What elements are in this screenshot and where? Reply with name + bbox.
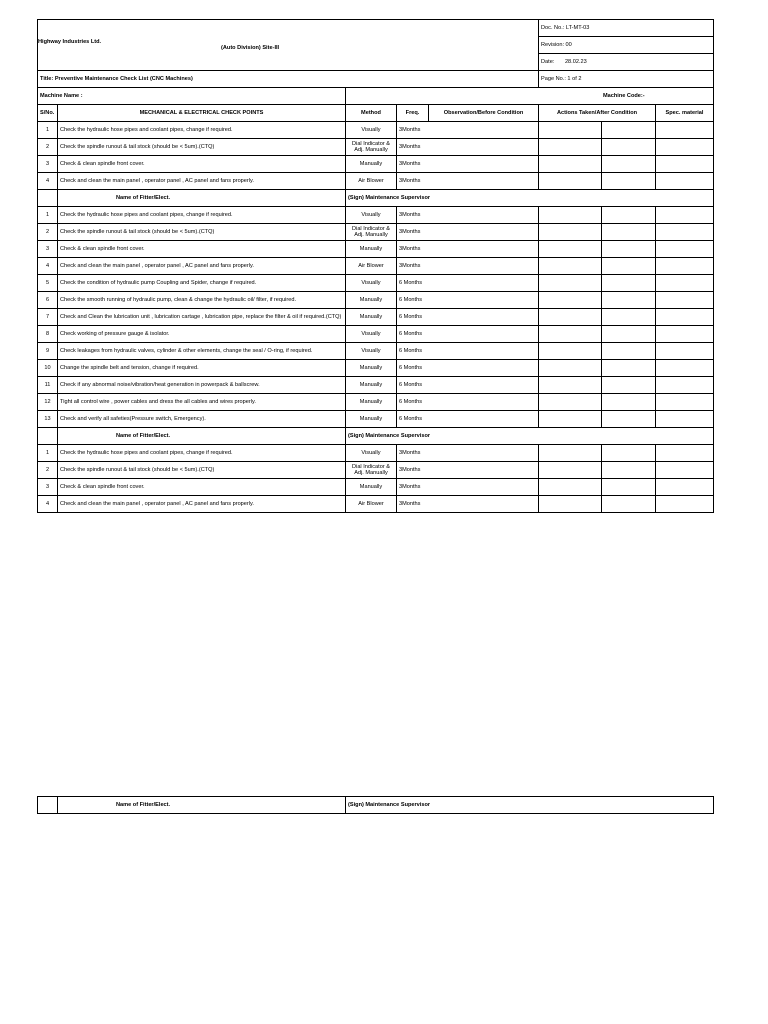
actions-cell[interactable] <box>602 139 656 156</box>
item-number: 1 <box>38 445 58 462</box>
division-name: (Auto Division) Site-III <box>221 45 280 51</box>
checklist-row <box>38 173 714 190</box>
actions-cell[interactable] <box>602 377 656 394</box>
col-freq: Freq. <box>397 105 429 122</box>
spec-material-cell[interactable] <box>656 360 714 377</box>
item-frequency: 6 Months <box>397 394 429 411</box>
item-method: Dial Indicator & Adj. Manually <box>346 462 397 479</box>
item-number: 9 <box>38 343 58 360</box>
item-number: 6 <box>38 292 58 309</box>
spec-material-cell[interactable] <box>656 224 714 241</box>
item-number: 1 <box>38 122 58 139</box>
checklist-row <box>38 462 714 479</box>
checklist-row <box>38 275 714 292</box>
actions-cell[interactable] <box>539 224 602 241</box>
checklist-row <box>38 258 714 275</box>
item-description: Check the spindle runout & tail stock (should be < 5um).(CTQ) <box>58 139 346 156</box>
observation-cell[interactable] <box>429 496 539 513</box>
observation-cell[interactable] <box>429 207 539 224</box>
checklist-row <box>38 411 714 428</box>
supervisor-label: (Sign) Maintenance Supervisor <box>346 428 714 445</box>
checklist-row <box>38 122 714 139</box>
observation-cell[interactable] <box>429 224 539 241</box>
item-description: Check the smooth running of hydraulic pump, clean & change the hydraulic oil/ filter, if required. <box>58 292 346 309</box>
item-method: Air Blower <box>346 258 397 275</box>
actions-cell[interactable] <box>539 156 602 173</box>
actions-cell[interactable] <box>602 479 656 496</box>
fitter-label: Name of Fitter/Elect. <box>58 428 346 445</box>
observation-cell[interactable] <box>429 309 539 326</box>
observation-cell[interactable] <box>429 241 539 258</box>
item-description: Check and Clean the lubrication unit , lubrication cartage , lubrication pipe, replace the filter & oil if required.(CTQ) <box>58 309 346 326</box>
spec-material-cell[interactable] <box>656 462 714 479</box>
actions-cell[interactable] <box>602 173 656 190</box>
observation-cell[interactable] <box>429 292 539 309</box>
column-header-row <box>38 105 714 122</box>
checklist-row <box>38 394 714 411</box>
section-1-rows <box>38 122 714 190</box>
actions-cell[interactable] <box>602 343 656 360</box>
actions-cell[interactable] <box>602 411 656 428</box>
spec-material-cell[interactable] <box>656 479 714 496</box>
actions-cell[interactable] <box>602 292 656 309</box>
observation-cell[interactable] <box>429 445 539 462</box>
spec-material-cell[interactable] <box>656 122 714 139</box>
item-number: 2 <box>38 462 58 479</box>
maintenance-checklist-table <box>37 19 714 513</box>
fitter-label: Name of Fitter/Elect. <box>58 190 346 207</box>
item-method: Visually <box>346 445 397 462</box>
spec-material-cell[interactable] <box>656 343 714 360</box>
item-description: Check the hydraulic hose pipes and coolant pipes, change if required. <box>58 207 346 224</box>
item-description: Check the condition of hydraulic pump Coupling and Spider, change if required. <box>58 275 346 292</box>
observation-cell[interactable] <box>429 258 539 275</box>
signature-row-1 <box>38 190 714 207</box>
observation-cell[interactable] <box>429 156 539 173</box>
item-frequency: 6 Months <box>397 326 429 343</box>
spec-material-cell[interactable] <box>656 207 714 224</box>
item-method: Manually <box>346 377 397 394</box>
document-title: Title: Preventive Maintenance Check List (CNC Machines) <box>38 71 539 88</box>
revision: Revision: 00 <box>539 37 714 54</box>
item-description: Check & clean spindle front cover. <box>58 241 346 258</box>
col-checkpoints: MECHANICAL & ELECTRICAL CHECK POINTS <box>58 105 346 122</box>
doc-number: Doc. No.: LT-MT-03 <box>539 20 714 37</box>
date-value: 28.02.23 <box>564 58 587 65</box>
actions-cell[interactable] <box>539 445 602 462</box>
item-frequency: 3Months <box>397 207 429 224</box>
item-number: 10 <box>38 360 58 377</box>
observation-cell[interactable] <box>429 139 539 156</box>
item-method: Manually <box>346 241 397 258</box>
machine-name-label: Machine Name : <box>40 92 83 99</box>
supervisor-label: (Sign) Maintenance Supervisor <box>346 190 714 207</box>
checklist-row <box>38 326 714 343</box>
col-observation: Observation/Before Condition <box>429 105 539 122</box>
observation-cell[interactable] <box>429 377 539 394</box>
supervisor-label: (Sign) Maintenance Supervisor <box>346 797 714 814</box>
actions-cell[interactable] <box>539 292 602 309</box>
item-number: 4 <box>38 173 58 190</box>
item-number: 2 <box>38 139 58 156</box>
item-number: 13 <box>38 411 58 428</box>
item-description: Check and verify all safeties(Pressure switch, Emergency). <box>58 411 346 428</box>
item-description: Check the hydraulic hose pipes and coolant pipes, change if required. <box>58 122 346 139</box>
item-frequency: 3Months <box>397 139 429 156</box>
item-frequency: 6 Months <box>397 275 429 292</box>
date-label: Date: <box>541 58 555 65</box>
spec-material-cell[interactable] <box>656 377 714 394</box>
item-frequency: 3Months <box>397 496 429 513</box>
actions-cell[interactable] <box>602 462 656 479</box>
observation-cell[interactable] <box>429 326 539 343</box>
item-method: Manually <box>346 156 397 173</box>
spec-material-cell[interactable] <box>656 292 714 309</box>
actions-cell[interactable] <box>539 479 602 496</box>
actions-cell[interactable] <box>602 207 656 224</box>
spec-material-cell[interactable] <box>656 326 714 343</box>
col-sno: S/No. <box>38 105 58 122</box>
item-frequency: 3Months <box>397 224 429 241</box>
actions-cell[interactable] <box>539 139 602 156</box>
item-description: Check if any abnormal noise/vibration/heat generation in powerpack & ballscrew. <box>58 377 346 394</box>
item-method: Manually <box>346 479 397 496</box>
footer-signature-table <box>37 796 714 814</box>
header-company-cell <box>38 20 539 71</box>
actions-cell[interactable] <box>539 309 602 326</box>
fitter-label: Name of Fitter/Elect. <box>58 797 346 814</box>
spec-material-cell[interactable] <box>656 411 714 428</box>
actions-cell[interactable] <box>539 377 602 394</box>
item-frequency: 6 Months <box>397 411 429 428</box>
item-frequency: 3Months <box>397 173 429 190</box>
checklist-row <box>38 360 714 377</box>
spec-material-cell[interactable] <box>656 139 714 156</box>
actions-cell[interactable] <box>539 275 602 292</box>
item-description: Check & clean spindle front cover. <box>58 479 346 496</box>
observation-cell[interactable] <box>429 275 539 292</box>
item-number: 5 <box>38 275 58 292</box>
date-cell <box>539 54 714 71</box>
item-description: Check & clean spindle front cover. <box>58 156 346 173</box>
spec-material-cell[interactable] <box>656 394 714 411</box>
section-3-rows <box>38 445 714 513</box>
actions-cell[interactable] <box>602 156 656 173</box>
spec-material-cell[interactable] <box>656 496 714 513</box>
item-method: Manually <box>346 360 397 377</box>
spec-material-cell[interactable] <box>656 241 714 258</box>
item-number: 7 <box>38 309 58 326</box>
item-description: Check the spindle runout & tail stock (should be < 5um).(CTQ) <box>58 224 346 241</box>
item-method: Dial Indicator & Adj. Manually <box>346 224 397 241</box>
actions-cell[interactable] <box>602 224 656 241</box>
item-description: Check and clean the main panel , operator panel , AC panel and fans properly. <box>58 496 346 513</box>
actions-cell[interactable] <box>539 394 602 411</box>
actions-cell[interactable] <box>539 326 602 343</box>
item-frequency: 3Months <box>397 122 429 139</box>
col-spec: Spec. material <box>656 105 714 122</box>
actions-cell[interactable] <box>539 207 602 224</box>
actions-cell[interactable] <box>539 258 602 275</box>
item-method: Visually <box>346 275 397 292</box>
item-frequency: 6 Months <box>397 377 429 394</box>
item-number: 11 <box>38 377 58 394</box>
observation-cell[interactable] <box>429 394 539 411</box>
item-description: Change the spindle belt and tension, change if required. <box>58 360 346 377</box>
checklist-row <box>38 479 714 496</box>
observation-cell[interactable] <box>429 173 539 190</box>
spec-material-cell[interactable] <box>656 309 714 326</box>
observation-cell[interactable] <box>429 122 539 139</box>
checklist-row <box>38 241 714 258</box>
actions-cell[interactable] <box>602 326 656 343</box>
actions-cell[interactable] <box>539 343 602 360</box>
item-description: Check the spindle runout & tail stock (should be < 5um).(CTQ) <box>58 462 346 479</box>
item-frequency: 3Months <box>397 156 429 173</box>
observation-cell[interactable] <box>429 462 539 479</box>
actions-cell[interactable] <box>602 122 656 139</box>
item-frequency: 6 Months <box>397 343 429 360</box>
item-number: 3 <box>38 241 58 258</box>
company-name: Highway Industries Ltd. <box>38 39 102 45</box>
machine-code-label: Machine Code:- <box>603 92 645 99</box>
checklist-row <box>38 343 714 360</box>
actions-cell[interactable] <box>602 275 656 292</box>
item-number: 12 <box>38 394 58 411</box>
actions-cell[interactable] <box>539 360 602 377</box>
item-description: Tight all control wire , power cables and dress the all cables and wires properly. <box>58 394 346 411</box>
actions-cell[interactable] <box>602 241 656 258</box>
actions-cell[interactable] <box>602 496 656 513</box>
observation-cell[interactable] <box>429 343 539 360</box>
actions-cell[interactable] <box>539 241 602 258</box>
item-method: Visually <box>346 207 397 224</box>
checklist-row <box>38 139 714 156</box>
item-method: Dial Indicator & Adj. Manually <box>346 139 397 156</box>
item-frequency: 3Months <box>397 462 429 479</box>
item-method: Air Blower <box>346 173 397 190</box>
item-number: 4 <box>38 496 58 513</box>
actions-cell[interactable] <box>539 173 602 190</box>
item-description: Check the hydraulic hose pipes and coolant pipes, change if required. <box>58 445 346 462</box>
signature-row-2 <box>38 428 714 445</box>
spec-material-cell[interactable] <box>656 275 714 292</box>
item-frequency: 6 Months <box>397 292 429 309</box>
item-frequency: 3Months <box>397 445 429 462</box>
checklist-row <box>38 377 714 394</box>
checklist-row <box>38 292 714 309</box>
page-number: Page No.: 1 of 2 <box>539 71 714 88</box>
checklist-row <box>38 496 714 513</box>
item-number: 3 <box>38 479 58 496</box>
machine-name-field[interactable] <box>38 88 346 105</box>
item-method: Manually <box>346 411 397 428</box>
item-description: Check and clean the main panel , operator panel , AC panel and fans properly. <box>58 258 346 275</box>
item-frequency: 3Months <box>397 479 429 496</box>
observation-cell[interactable] <box>429 360 539 377</box>
item-description: Check and clean the main panel , operator panel , AC panel and fans properly. <box>58 173 346 190</box>
section-2-rows <box>38 207 714 428</box>
observation-cell[interactable] <box>429 479 539 496</box>
item-method: Visually <box>346 343 397 360</box>
item-frequency: 3Months <box>397 241 429 258</box>
actions-cell[interactable] <box>539 411 602 428</box>
item-method: Visually <box>346 122 397 139</box>
item-frequency: 6 Months <box>397 309 429 326</box>
checklist-row <box>38 224 714 241</box>
spec-material-cell[interactable] <box>656 156 714 173</box>
actions-cell[interactable] <box>602 309 656 326</box>
actions-cell[interactable] <box>539 462 602 479</box>
item-method: Air Blower <box>346 496 397 513</box>
item-number: 3 <box>38 156 58 173</box>
item-number: 1 <box>38 207 58 224</box>
item-number: 2 <box>38 224 58 241</box>
checklist-row <box>38 207 714 224</box>
spec-material-cell[interactable] <box>656 258 714 275</box>
observation-cell[interactable] <box>429 411 539 428</box>
item-description: Check leakages from hydraulic valves, cylinder & other elements, change the seal / O-ring, if required. <box>58 343 346 360</box>
spec-material-cell[interactable] <box>656 173 714 190</box>
checklist-row <box>38 156 714 173</box>
actions-cell[interactable] <box>539 496 602 513</box>
checklist-row <box>38 309 714 326</box>
spec-material-cell[interactable] <box>656 445 714 462</box>
actions-cell[interactable] <box>602 360 656 377</box>
col-actions: Actions Taken/After Condition <box>539 105 656 122</box>
checklist-row <box>38 445 714 462</box>
machine-code-field[interactable] <box>346 88 714 105</box>
item-frequency: 3Months <box>397 258 429 275</box>
actions-cell[interactable] <box>602 394 656 411</box>
item-method: Manually <box>346 309 397 326</box>
item-description: Check working of pressure gauge & isolator. <box>58 326 346 343</box>
item-frequency: 6 Months <box>397 360 429 377</box>
col-method: Method <box>346 105 397 122</box>
item-method: Manually <box>346 292 397 309</box>
item-method: Visually <box>346 326 397 343</box>
actions-cell[interactable] <box>602 258 656 275</box>
actions-cell[interactable] <box>602 445 656 462</box>
item-method: Manually <box>346 394 397 411</box>
actions-cell[interactable] <box>539 122 602 139</box>
item-number: 8 <box>38 326 58 343</box>
item-number: 4 <box>38 258 58 275</box>
